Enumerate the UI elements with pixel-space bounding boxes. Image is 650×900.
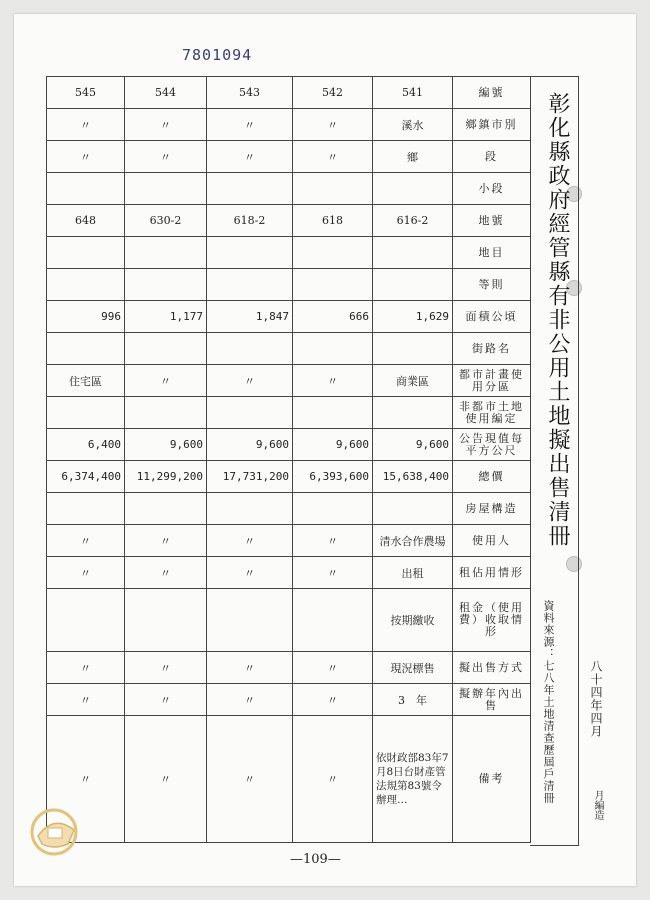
cell-no: 544	[125, 77, 207, 109]
cell-grade	[373, 269, 453, 301]
table-row	[47, 716, 531, 843]
cell-method: 〃	[47, 652, 125, 684]
cell-landtype	[47, 237, 125, 269]
cell-town: 溪水	[373, 109, 453, 141]
cell-note: 〃	[47, 716, 125, 843]
table-row	[47, 397, 531, 429]
cell-value: 9,600	[207, 429, 293, 461]
row-label-lot: 地號	[453, 205, 531, 237]
cell-grade	[293, 269, 373, 301]
row-label-note: 備考	[453, 716, 531, 843]
row-label-landtype: 地目	[453, 237, 531, 269]
cell-town: 〃	[47, 109, 125, 141]
row-label-subsection: 小段	[453, 173, 531, 205]
cell-value: 9,600	[125, 429, 207, 461]
cell-method: 〃	[207, 652, 293, 684]
cell-value: 9,600	[373, 429, 453, 461]
cell-user: 清水合作農場	[373, 525, 453, 557]
cell-landtype	[373, 237, 453, 269]
table-row	[47, 269, 531, 301]
cell-street	[207, 333, 293, 365]
row-label-zoning: 都市計畫使用分區	[453, 365, 531, 397]
table-row	[47, 173, 531, 205]
cell-area: 666	[293, 301, 373, 333]
page-number: —109—	[290, 852, 341, 867]
cell-section: 〃	[293, 141, 373, 173]
cell-plan: 3 年	[373, 684, 453, 716]
cell-area: 1,177	[125, 301, 207, 333]
cell-rent	[47, 589, 125, 652]
cell-street	[47, 333, 125, 365]
compiler-note: 月編造	[592, 790, 603, 820]
table-row	[47, 141, 531, 173]
land-sale-table	[46, 76, 531, 843]
cell-nonurban	[373, 397, 453, 429]
cell-plan: 〃	[293, 684, 373, 716]
cell-lease: 〃	[293, 557, 373, 589]
cell-plan: 〃	[207, 684, 293, 716]
cell-town: 〃	[207, 109, 293, 141]
row-label-rent: 租金（使用費）收取情形	[453, 589, 531, 652]
compile-date: 八十四年四月	[589, 660, 603, 738]
cell-plan: 〃	[125, 684, 207, 716]
cell-subsection	[207, 173, 293, 205]
table-row	[47, 429, 531, 461]
cell-nonurban	[47, 397, 125, 429]
table-row	[47, 525, 531, 557]
table-row	[47, 205, 531, 237]
cell-method: 〃	[125, 652, 207, 684]
table-row	[47, 652, 531, 684]
cell-building	[207, 493, 293, 525]
cell-total: 11,299,200	[125, 461, 207, 493]
row-label-value: 公告現值每平方公尺	[453, 429, 531, 461]
cell-lot: 648	[47, 205, 125, 237]
cell-area: 1,629	[373, 301, 453, 333]
table-row	[47, 109, 531, 141]
cell-total: 6,393,600	[293, 461, 373, 493]
document-number: 7801094	[182, 46, 253, 64]
row-label-street: 街路名	[453, 333, 531, 365]
cell-rent	[125, 589, 207, 652]
table-row	[47, 493, 531, 525]
table-row	[47, 589, 531, 652]
row-label-section: 段	[453, 141, 531, 173]
cell-lot: 618-2	[207, 205, 293, 237]
cell-note: 依財政部83年7月8日台財產管法規第83號令辦理…	[373, 716, 453, 843]
table-row	[47, 684, 531, 716]
cell-zoning: 〃	[293, 365, 373, 397]
cell-lot: 618	[293, 205, 373, 237]
cell-section: 〃	[125, 141, 207, 173]
cell-street	[293, 333, 373, 365]
row-label-no: 編號	[453, 77, 531, 109]
cell-total: 6,374,400	[47, 461, 125, 493]
cell-subsection	[373, 173, 453, 205]
cell-area: 996	[47, 301, 125, 333]
table-row	[47, 77, 531, 109]
cell-town: 〃	[125, 109, 207, 141]
cell-landtype	[293, 237, 373, 269]
row-label-lease: 租佔用情形	[453, 557, 531, 589]
cell-street	[125, 333, 207, 365]
cell-lot: 630-2	[125, 205, 207, 237]
cell-plan: 〃	[47, 684, 125, 716]
cell-user: 〃	[125, 525, 207, 557]
table-row	[47, 301, 531, 333]
row-label-building: 房屋構造	[453, 493, 531, 525]
row-label-town: 鄉鎮市別	[453, 109, 531, 141]
row-label-method: 擬出售方式	[453, 652, 531, 684]
table-row	[47, 461, 531, 493]
cell-total: 17,731,200	[207, 461, 293, 493]
cell-grade	[207, 269, 293, 301]
cell-lot: 616-2	[373, 205, 453, 237]
cell-section: 〃	[207, 141, 293, 173]
cell-method: 現況標售	[373, 652, 453, 684]
cell-user: 〃	[293, 525, 373, 557]
cell-rent: 按期繳收	[373, 589, 453, 652]
cell-nonurban	[293, 397, 373, 429]
cell-zoning: 〃	[207, 365, 293, 397]
cell-user: 〃	[207, 525, 293, 557]
cell-nonurban	[207, 397, 293, 429]
cell-landtype	[207, 237, 293, 269]
cell-note: 〃	[293, 716, 373, 843]
cell-section: 鄉	[373, 141, 453, 173]
table-row	[47, 557, 531, 589]
cell-nonurban	[125, 397, 207, 429]
cell-no: 542	[293, 77, 373, 109]
cell-total: 15,638,400	[373, 461, 453, 493]
row-label-nonurban: 非都市土地使用編定	[453, 397, 531, 429]
cell-rent	[293, 589, 373, 652]
row-label-user: 使用人	[453, 525, 531, 557]
cell-method: 〃	[293, 652, 373, 684]
table-row	[47, 237, 531, 269]
document-title: 彰化縣政府經管縣有非公用土地擬出售清冊	[545, 92, 570, 548]
cell-building	[47, 493, 125, 525]
cell-building	[125, 493, 207, 525]
cell-section: 〃	[47, 141, 125, 173]
cell-zoning: 住宅區	[47, 365, 125, 397]
row-label-plan: 擬辦年內出售	[453, 684, 531, 716]
table-row	[47, 333, 531, 365]
cell-zoning: 商業區	[373, 365, 453, 397]
data-source: 資料來源：七八年土地清查歷屆戶清冊	[542, 600, 555, 804]
cell-area: 1,847	[207, 301, 293, 333]
row-label-grade: 等則	[453, 269, 531, 301]
cell-grade	[125, 269, 207, 301]
cell-subsection	[125, 173, 207, 205]
cell-lease: 〃	[47, 557, 125, 589]
cell-value: 6,400	[47, 429, 125, 461]
cell-note: 〃	[207, 716, 293, 843]
table-row	[47, 365, 531, 397]
cell-zoning: 〃	[125, 365, 207, 397]
cell-rent	[207, 589, 293, 652]
row-label-total: 總價	[453, 461, 531, 493]
cell-building	[373, 493, 453, 525]
cell-grade	[47, 269, 125, 301]
cell-no: 545	[47, 77, 125, 109]
cell-no: 541	[373, 77, 453, 109]
cell-note: 〃	[125, 716, 207, 843]
cell-user: 〃	[47, 525, 125, 557]
cell-street	[373, 333, 453, 365]
cell-town: 〃	[293, 109, 373, 141]
cell-no: 543	[207, 77, 293, 109]
cell-subsection	[47, 173, 125, 205]
cell-lease: 〃	[207, 557, 293, 589]
cell-lease: 出租	[373, 557, 453, 589]
cell-value: 9,600	[293, 429, 373, 461]
cell-lease: 〃	[125, 557, 207, 589]
watermark-logo-icon	[24, 800, 94, 860]
cell-building	[293, 493, 373, 525]
cell-subsection	[293, 173, 373, 205]
row-label-area: 面積公頃	[453, 301, 531, 333]
cell-landtype	[125, 237, 207, 269]
